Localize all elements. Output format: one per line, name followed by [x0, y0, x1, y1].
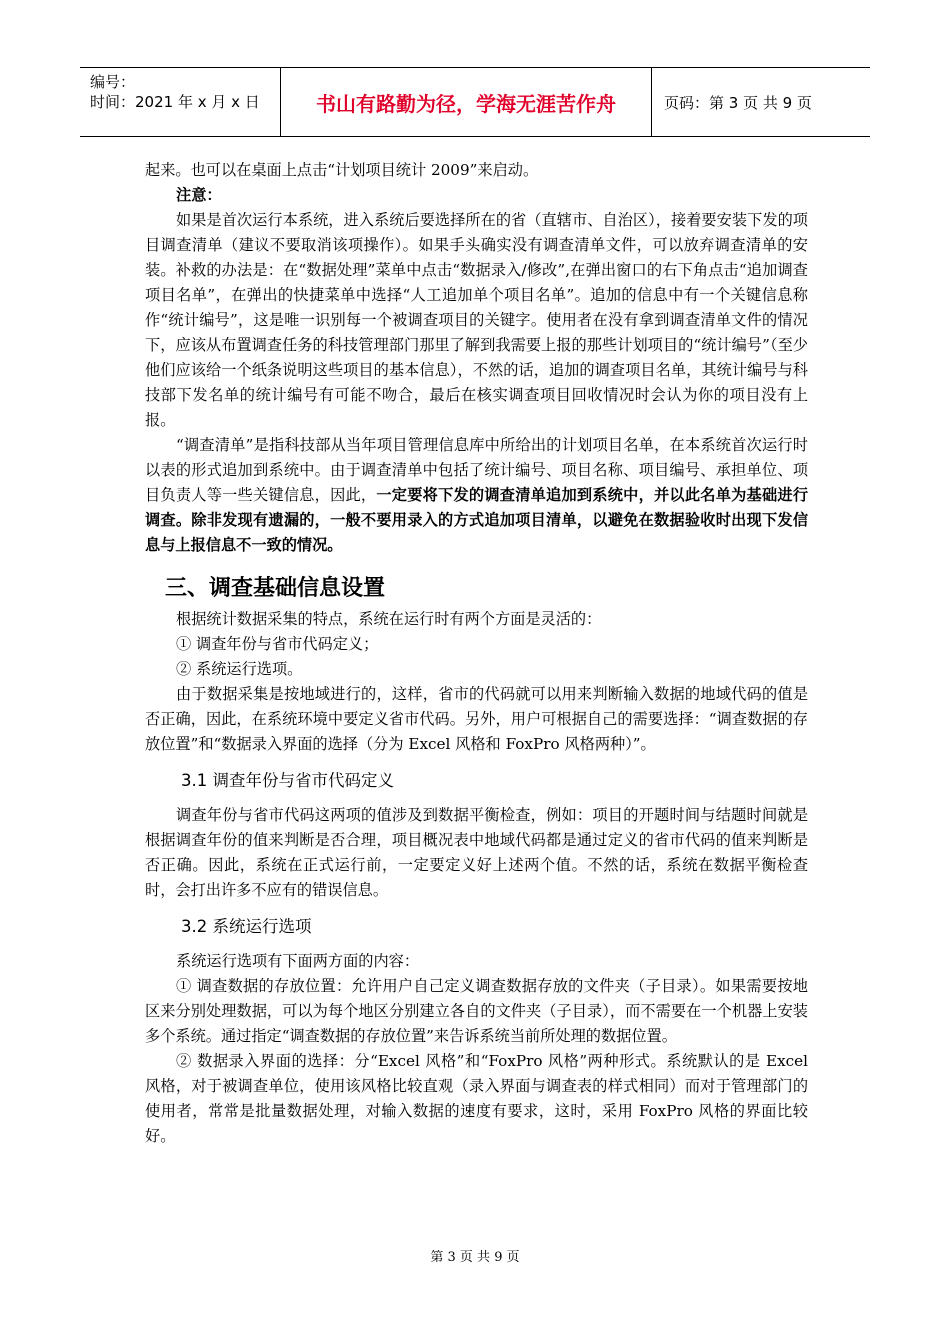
section-3-heading: 三、调查基础信息设置 [165, 576, 386, 601]
paragraph-continuation: 起来。也可以在桌面上点击“计划项目统计 2009”来启动。 [145, 161, 539, 179]
paragraph-first-run: 如果是首次运行本系统，进入系统后要选择所在的省（直辖市、自治区），接着要安装下发的项目调查清单（建议不要取消该项操作）。如果手头确实没有调查清单文件，可以放弃调查清单的安装。补救的办法是：在“数据处理”菜单中点击“数据录入/修改”,在弹出窗口的右下角点击“追加调查项目名单”，在弹出的快捷菜单中选择“人工追加单个项目名单”。追加的信息中有一个关键信息称作“统计编号”，这是唯一识别每一个被调查项目的关键字。使用者在没有拿到调查清单文件的情况下，应该从布置调查任务的科技管理部门那里了解到我需要上报的那些计划项目的“统计编号”（至少他们应该给一个纸条说明这些项目的基本信息），不然的话，追加的调查项目名单，其统计编号与科技部下发名单的统计编号有可能不吻合，最后在核实调查项目回收情况时会认为你的项目没有上报。 [145, 211, 808, 429]
header-left-cell [80, 68, 280, 136]
list-item-1: ① 调查年份与省市代码定义； [176, 635, 379, 653]
subsection-3-1-heading: 3.1 调查年份与省市代码定义 [181, 771, 394, 790]
list-item-2: ② 系统运行选项。 [176, 660, 303, 678]
page-header [80, 67, 870, 137]
survey-list-text: “调查清单”是指科技部从当年项目管理信息库中所给出的计划项目名单，在本系统首次运行时以表的形式追加到系统中。由于调查清单中包括了统计编号、项目名称、项目编号、承担单位、项目负责人等一些关键信息，因此， [145, 436, 808, 504]
paragraph-input-style: ② 数据录入界面的选择：分“Excel 风格”和“FoxPro 风格”两种形式。系统默认的是 Excel 风格，对于被调查单位，使用该风格比较直观（录入界面与调查表的样式相同）而对于管理部门的使用者，常常是批量数据处理，对输入数据的速度有要求，这时，采用 FoxPro 风格的界面比较好。 [145, 1052, 808, 1145]
time-label: 时间：2021 年 x 月 x 日 [90, 93, 260, 111]
document-body [145, 158, 808, 1149]
survey-list-emphasis: 一定要将下发的调查清单追加到系统中，并以此名单为基础进行调查。除非发现有遗漏的，一般不要用录入的方式追加项目清单，以避免在数据验收时出现下发信息与上报信息不一致的情况。 [145, 486, 809, 554]
paragraph-year-code: 调查年份与省市代码这两项的值涉及到数据平衡检查，例如：项目的开题时间与结题时间就是根据调查年份的值来判断是否合理，项目概况表中地域代码都是通过定义的省市代码的值来判断是否正确。因此，系统在正式运行前，一定要定义好上述两个值。不然的话，系统在数据平衡检查时，会打出许多不应有的错误信息。 [145, 806, 808, 899]
page-info: 页码：第 3 页 共 9 页 [664, 93, 812, 112]
note-label: 注意： [176, 186, 222, 204]
code-label: 编号： [90, 73, 136, 91]
paragraph-survey-list [145, 433, 808, 558]
paragraph-region-code: 由于数据采集是按地域进行的，这样，省市的代码就可以用来判断输入数据的地域代码的值是否正确，因此，在系统环境中要定义省市代码。另外，用户可根据自己的需要选择：“调查数据的存放位置”和“数据录入界面的选择（分为 Excel 风格和 FoxPro 风格两种）”。 [145, 685, 808, 753]
paragraph-intro: 根据统计数据采集的特点，系统在运行时有两个方面是灵活的： [176, 610, 602, 628]
paragraph-options-intro: 系统运行选项有下面两方面的内容： [176, 952, 419, 970]
motto: 书山有路勤为径，学海无涯苦作舟 [280, 68, 652, 136]
subsection-3-2-heading: 3.2 系统运行选项 [181, 917, 312, 936]
paragraph-storage-location: ① 调查数据的存放位置：允许用户自己定义调查数据存放的文件夹（子目录）。如果需要按地区来分别处理数据，可以为每个地区分别建立各自的文件夹（子目录），而不需要在一个机器上安装多个系统。通过指定“调查数据的存放位置”来告诉系统当前所处理的数据位置。 [145, 977, 808, 1045]
page-footer: 第 3 页 共 9 页 [430, 1250, 520, 1265]
